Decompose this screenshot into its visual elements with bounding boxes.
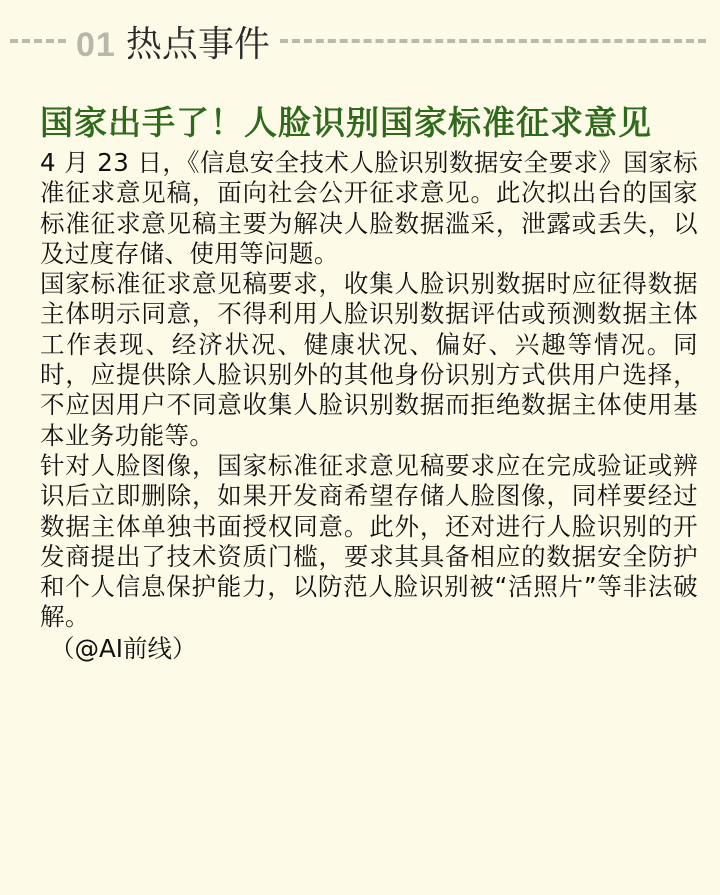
divider-left — [10, 39, 66, 43]
section-number: 01 — [76, 25, 116, 64]
article-headline: 国家出手了！人脸识别国家标准征求意见 — [40, 103, 652, 142]
paragraph-2: 国家标准征求意见稿要求，收集人脸识别数据时应征得数据主体明示同意，不得利用人脸识别数据评估或预测数据主体工作表现、经济状况、健康状况、偏好、兴趣等情况。同时，应提供除人脸识别外的其他身份识别方式供用户选择，不应因用户不同意收集人脸识别数据而拒绝数据主体使用基本业务功能等。 — [40, 269, 698, 450]
source-credit: （@AI前线） — [50, 633, 197, 663]
section-title: 热点事件 — [125, 23, 270, 65]
paragraph-1: 4 月 23 日，《信息安全技术人脸识别数据安全要求》国家标准征求意见稿，面向社会公开征求意见。此次拟出台的国家标准征求意见稿主要为解决人脸数据滥采，泄露或丢失，以及过度存储、使用等问题。 — [40, 148, 698, 268]
article-body — [40, 148, 698, 665]
paragraph-3: 针对人脸图像，国家标准征求意见稿要求应在完成验证或辨识后立即删除，如果开发商希望存储人脸图像，同样要经过数据主体单独书面授权同意。此外，还对进行人脸识别的开发商提出了技术资质门槛，要求其具备相应的数据安全防护和个人信息保护能力，以防范人脸识别被“活照片”等非法破解。 — [40, 450, 698, 632]
section-header — [10, 0, 706, 82]
divider-right — [280, 39, 706, 43]
section-label — [66, 16, 280, 67]
